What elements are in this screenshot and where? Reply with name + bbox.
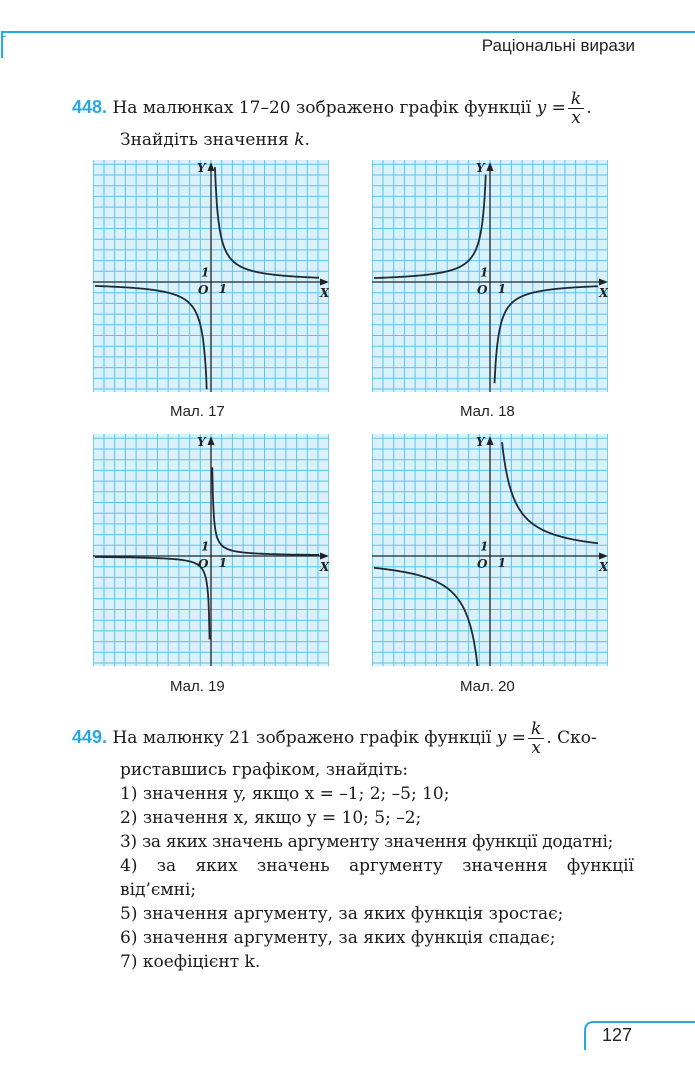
x-axis-label: X [599,286,608,300]
y-unit-label: 1 [201,539,210,554]
header-title: Раціональні вирази [481,36,635,55]
y-axis-label: Y [197,161,206,175]
origin-label: O [477,283,488,297]
y-unit-label: 1 [480,265,489,280]
x-axis-label: X [320,560,329,574]
y-axis-label: Y [197,435,206,449]
list-item: 5) значення аргументу, за яких функція зростає; [120,904,564,924]
graph-18 [372,160,608,392]
origin-label: O [198,283,209,297]
x-unit-label: 1 [497,282,507,296]
origin-label: O [198,557,209,571]
y-axis-label: Y [476,435,485,449]
task-448-number: 448. [72,97,108,117]
y-axis-label: Y [476,161,485,175]
task-449-fraction: $\frac{k}{x}$ [528,720,544,757]
graph-20 [372,434,608,666]
task-448-fraction: $\frac{k}{x}$ [568,90,584,127]
x-unit-label: 1 [218,282,228,296]
task-448-formula-y: y = [536,98,566,118]
task-449-list [120,782,634,974]
x-unit-label: 1 [497,556,507,570]
list-item: 2) значення x, якщо y = 10; 5; –2; [120,808,422,828]
y-unit-label: 1 [201,265,210,280]
task-449-text: На малюнку 21 зображено графік функції [112,728,492,748]
y-unit-label: 1 [480,539,489,554]
graph-19 [93,434,329,666]
list-item: 6) значення аргументу, за яких функція спадає; [120,928,556,948]
task-449-line1: 449. На малюнку 21 зображено графік функції y = $\frac{k}{x}$ . Ско- [72,719,597,758]
list-item: 4) за яких значень аргументу значення функції [120,856,634,876]
origin-label: O [477,557,488,571]
caption-20: Мал. 20 [460,678,515,695]
page-number: 127 [602,1025,633,1045]
x-axis-label: X [599,560,608,574]
list-item: 3) за яких значень аргументу значення функції додатні; [120,832,614,852]
task-448-line1: 448. На малюнках 17–20 зображено графік функції y = $\frac{k}{x}$ . [72,89,592,128]
x-unit-label: 1 [218,556,228,570]
caption-19: Мал. 19 [170,678,225,695]
task-449-number: 449. [72,727,108,747]
x-axis-label: X [320,286,329,300]
list-item: 1) значення y, якщо x = –1; 2; –5; 10; [120,784,450,804]
caption-17: Мал. 17 [170,403,225,420]
task-448-text: На малюнках 17–20 зображено графік функції [112,98,532,118]
task-448-line2: Знайдіть значення k. [120,130,310,150]
list-item: 7) коефіцієнт k. [120,952,261,972]
graph-17 [93,160,329,392]
caption-18: Мал. 18 [460,403,515,420]
list-item: від’ємні; [120,880,197,900]
task-449-line2: риставшись графіком, знайдіть: [120,760,409,780]
